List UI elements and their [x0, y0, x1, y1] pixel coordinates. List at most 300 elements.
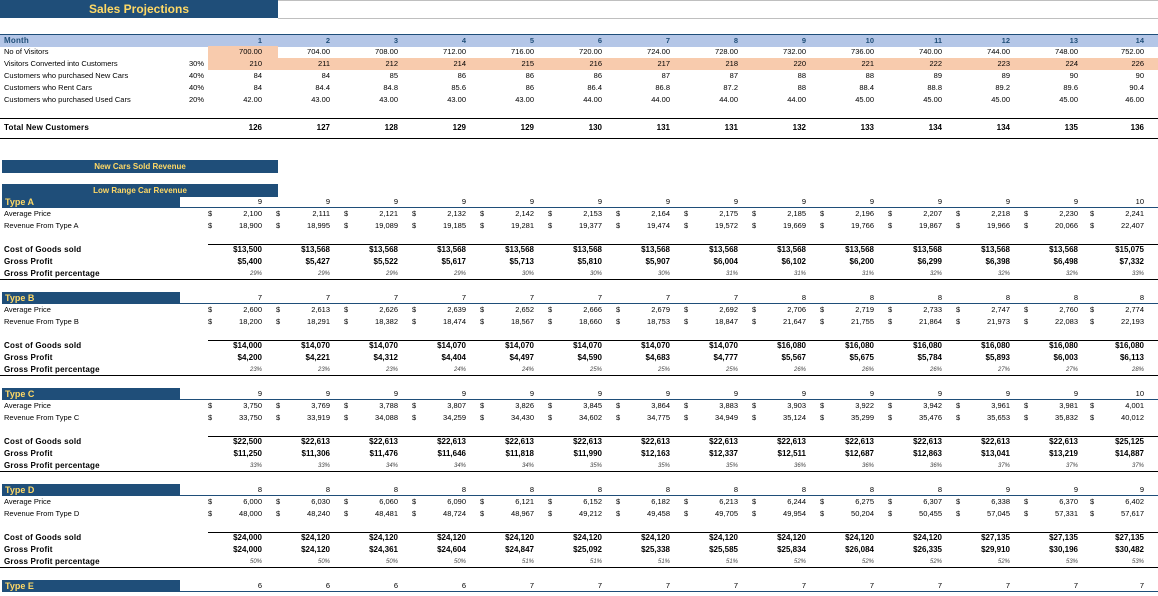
cell[interactable]: $6,398	[985, 257, 1010, 266]
cell[interactable]: 134	[928, 123, 942, 132]
cell[interactable]: 2,111	[312, 209, 330, 218]
cell[interactable]: 6,152	[583, 497, 602, 506]
cell[interactable]: 3,750	[243, 401, 262, 410]
cell[interactable]: 88	[797, 71, 806, 80]
cell[interactable]: 744.00	[987, 47, 1010, 56]
cell[interactable]: 31%	[861, 271, 874, 277]
cell[interactable]: 700.00	[239, 47, 262, 56]
cell[interactable]: $24,120	[437, 533, 466, 542]
cell[interactable]: 19,089	[375, 221, 398, 230]
cell[interactable]: 2,666	[583, 305, 602, 314]
cell[interactable]: $6,299	[917, 257, 942, 266]
cell[interactable]: 19,281	[511, 221, 534, 230]
cell[interactable]: 19,377	[579, 221, 602, 230]
cell[interactable]: $4,221	[305, 353, 330, 362]
cell[interactable]: 36%	[929, 463, 942, 469]
cell[interactable]: 129	[452, 123, 466, 132]
cell[interactable]: 9	[529, 389, 534, 398]
cell[interactable]: $22,613	[369, 437, 398, 446]
cell[interactable]: 6	[597, 36, 602, 45]
cell[interactable]: 57,045	[987, 509, 1010, 518]
cell[interactable]: 10	[865, 36, 874, 45]
cell[interactable]: 740.00	[919, 47, 942, 56]
cell[interactable]: 86.4	[587, 83, 602, 92]
cell[interactable]: 9	[1073, 389, 1078, 398]
cell[interactable]: 224	[1065, 59, 1078, 68]
cell[interactable]: 45.00	[1059, 95, 1078, 104]
cell[interactable]: 2,218	[991, 209, 1010, 218]
cell[interactable]: 127	[316, 123, 330, 132]
cell[interactable]: 6,182	[651, 497, 670, 506]
cell[interactable]: 220	[793, 59, 806, 68]
cell[interactable]: $16,080	[981, 341, 1010, 350]
cell[interactable]: 9	[597, 389, 602, 398]
cell[interactable]: 216	[589, 59, 602, 68]
cell[interactable]: 6	[461, 581, 466, 590]
cell[interactable]: 2,121	[379, 209, 398, 218]
cell[interactable]: 48,967	[511, 509, 534, 518]
cell[interactable]: 211	[318, 59, 330, 68]
cell[interactable]: 221	[861, 59, 874, 68]
cell[interactable]: $4,590	[577, 353, 602, 362]
cell[interactable]: 217	[657, 59, 670, 68]
cell[interactable]: 2,733	[923, 305, 942, 314]
cell[interactable]: $12,687	[845, 449, 874, 458]
cell[interactable]: 50,204	[851, 509, 874, 518]
cell[interactable]: 44.00	[719, 95, 738, 104]
cell[interactable]: 86.8	[655, 83, 670, 92]
cell[interactable]: 90	[1135, 71, 1144, 80]
cell[interactable]: 3,981	[1059, 401, 1078, 410]
cell[interactable]: $11,818	[505, 449, 534, 458]
cell[interactable]: 7	[869, 581, 874, 590]
cell[interactable]: 35,832	[1055, 413, 1078, 422]
cell[interactable]: $22,613	[437, 437, 466, 446]
cell[interactable]: 46.00	[1125, 95, 1144, 104]
cell[interactable]: 53%	[1131, 559, 1144, 565]
cell[interactable]: 7	[597, 581, 602, 590]
cell[interactable]: 33,919	[307, 413, 330, 422]
cell[interactable]: $11,476	[369, 449, 398, 458]
cell[interactable]: 8	[801, 293, 806, 302]
cell[interactable]: 32%	[929, 271, 942, 277]
cell[interactable]: $14,070	[641, 341, 670, 350]
cell[interactable]: 37%	[1131, 463, 1144, 469]
cell[interactable]: 3	[393, 36, 398, 45]
cell[interactable]: 736.00	[851, 47, 874, 56]
cell[interactable]: 34,430	[511, 413, 534, 422]
percent-assumption[interactable]: 40%	[188, 83, 204, 92]
cell[interactable]: 18,291	[307, 317, 330, 326]
cell[interactable]: 24%	[453, 367, 466, 373]
cell[interactable]: $26,335	[913, 545, 942, 554]
cell[interactable]: 8	[597, 485, 602, 494]
cell[interactable]: 86	[457, 71, 466, 80]
cell[interactable]: 2,613	[311, 305, 330, 314]
cell[interactable]: $13,568	[913, 245, 942, 254]
cell[interactable]: $12,511	[777, 449, 806, 458]
cell[interactable]: 25%	[589, 367, 602, 373]
cell[interactable]: 126	[248, 123, 262, 132]
cell[interactable]: 223	[997, 59, 1010, 68]
cell[interactable]: 724.00	[647, 47, 670, 56]
cell[interactable]: $22,613	[301, 437, 330, 446]
cell[interactable]: 7	[597, 293, 602, 302]
cell[interactable]: $16,080	[1115, 341, 1144, 350]
cell[interactable]: 90.4	[1129, 83, 1144, 92]
cell[interactable]: 8	[1005, 293, 1010, 302]
cell[interactable]: $24,120	[777, 533, 806, 542]
cell[interactable]: 89	[933, 71, 942, 80]
cell[interactable]: 6,060	[379, 497, 398, 506]
cell[interactable]: 226	[1131, 59, 1144, 68]
cell[interactable]: 7	[529, 293, 534, 302]
cell[interactable]: 6,307	[923, 497, 942, 506]
cell[interactable]: $24,000	[233, 545, 262, 554]
cell[interactable]: 84.4	[315, 83, 330, 92]
cell[interactable]: 6,090	[447, 497, 466, 506]
cell[interactable]: 720.00	[579, 47, 602, 56]
cell[interactable]: 2,175	[719, 209, 738, 218]
cell[interactable]: $5,784	[917, 353, 942, 362]
cell[interactable]: $14,000	[233, 341, 262, 350]
cell[interactable]: $6,003	[1053, 353, 1078, 362]
cell[interactable]: 57,331	[1055, 509, 1078, 518]
cell[interactable]: 3,826	[515, 401, 534, 410]
cell[interactable]: $13,568	[369, 245, 398, 254]
cell[interactable]: 36%	[861, 463, 874, 469]
cell[interactable]: 6,213	[719, 497, 738, 506]
cell[interactable]: 51%	[657, 559, 670, 565]
cell[interactable]: $6,004	[713, 257, 738, 266]
cell[interactable]: 2,719	[855, 305, 874, 314]
cell[interactable]: 52%	[861, 559, 874, 565]
cell[interactable]: 18,660	[579, 317, 602, 326]
cell[interactable]: $13,568	[709, 245, 738, 254]
cell[interactable]: 35%	[589, 463, 602, 469]
cell[interactable]: 26%	[793, 367, 806, 373]
cell[interactable]: 31%	[725, 271, 738, 277]
cell[interactable]: 752.00	[1121, 47, 1144, 56]
cell[interactable]: 9	[325, 197, 330, 206]
cell[interactable]: 49,705	[715, 509, 738, 518]
cell[interactable]: 21,973	[987, 317, 1010, 326]
cell[interactable]: 86	[525, 83, 534, 92]
cell[interactable]: 51%	[521, 559, 534, 565]
cell[interactable]: 2,142	[515, 209, 534, 218]
cell[interactable]: 35%	[657, 463, 670, 469]
cell[interactable]: 36%	[793, 463, 806, 469]
cell[interactable]: 29%	[453, 271, 466, 277]
cell[interactable]: $24,120	[913, 533, 942, 542]
cell[interactable]: 2,185	[787, 209, 806, 218]
cell[interactable]: $5,713	[509, 257, 534, 266]
cell[interactable]: 6,275	[855, 497, 874, 506]
cell[interactable]: 11	[934, 36, 942, 45]
cell[interactable]: 9	[801, 197, 806, 206]
cell[interactable]: 52%	[929, 559, 942, 565]
cell[interactable]: 9	[597, 197, 602, 206]
cell[interactable]: $4,777	[713, 353, 738, 362]
cell[interactable]: $24,000	[233, 533, 262, 542]
cell[interactable]: 9	[1073, 485, 1078, 494]
cell[interactable]: 50%	[317, 559, 330, 565]
cell[interactable]: 20,066	[1055, 221, 1078, 230]
cell[interactable]: 8	[257, 485, 262, 494]
cell[interactable]: 50%	[385, 559, 398, 565]
cell[interactable]: 214	[453, 59, 466, 68]
cell[interactable]: 130	[588, 123, 602, 132]
cell[interactable]: 22,083	[1055, 317, 1078, 326]
cell[interactable]: 37%	[997, 463, 1010, 469]
cell[interactable]: 2,692	[719, 305, 738, 314]
cell[interactable]: 50,455	[919, 509, 942, 518]
cell[interactable]: 9	[937, 197, 942, 206]
cell[interactable]: 88	[797, 83, 806, 92]
cell[interactable]: 6,370	[1059, 497, 1078, 506]
cell[interactable]: 34,602	[579, 413, 602, 422]
cell[interactable]: 128	[384, 123, 398, 132]
cell[interactable]: 50%	[249, 559, 262, 565]
cell[interactable]: $13,568	[437, 245, 466, 254]
cell[interactable]: 43.00	[515, 95, 534, 104]
cell[interactable]: $14,070	[301, 341, 330, 350]
cell[interactable]: 3,961	[991, 401, 1010, 410]
cell[interactable]: 3,845	[583, 401, 602, 410]
cell[interactable]: 3,942	[923, 401, 942, 410]
cell[interactable]: 9	[1005, 197, 1010, 206]
cell[interactable]: 25%	[725, 367, 738, 373]
cell[interactable]: 18,567	[511, 317, 534, 326]
cell[interactable]: 34%	[521, 463, 534, 469]
cell[interactable]: 44.00	[651, 95, 670, 104]
cell[interactable]: 22,193	[1121, 317, 1144, 326]
cell[interactable]: 32%	[997, 271, 1010, 277]
cell[interactable]: 2,774	[1125, 305, 1144, 314]
cell[interactable]: 89.2	[995, 83, 1010, 92]
cell[interactable]: 133	[860, 123, 874, 132]
percent-assumption[interactable]: 40%	[188, 71, 204, 80]
cell[interactable]: 43.00	[311, 95, 330, 104]
cell[interactable]: 57,617	[1121, 509, 1144, 518]
cell[interactable]: $13,568	[981, 245, 1010, 254]
cell[interactable]: $22,613	[573, 437, 602, 446]
cell[interactable]: 131	[656, 123, 670, 132]
cell[interactable]: 3,922	[855, 401, 874, 410]
cell[interactable]: $25,834	[777, 545, 806, 554]
cell[interactable]: 86	[525, 71, 534, 80]
cell[interactable]: $12,337	[709, 449, 738, 458]
cell[interactable]: 48,481	[375, 509, 398, 518]
cell[interactable]: 8	[665, 485, 670, 494]
cell[interactable]: 9	[1073, 197, 1078, 206]
cell[interactable]: $22,613	[845, 437, 874, 446]
cell[interactable]: 3,807	[447, 401, 466, 410]
cell[interactable]: 6,121	[515, 497, 534, 506]
cell[interactable]: 88	[865, 71, 874, 80]
cell[interactable]: 7	[665, 581, 670, 590]
cell[interactable]: $22,613	[981, 437, 1010, 446]
cell[interactable]: 6	[325, 581, 330, 590]
cell[interactable]: 8	[529, 485, 534, 494]
cell[interactable]: 88.8	[927, 83, 942, 92]
cell[interactable]: 44.00	[583, 95, 602, 104]
cell[interactable]: $5,675	[849, 353, 874, 362]
cell[interactable]: 8	[801, 485, 806, 494]
cell[interactable]: 2,100	[243, 209, 262, 218]
cell[interactable]: 23%	[317, 367, 330, 373]
cell[interactable]: $4,312	[373, 353, 398, 362]
cell[interactable]: 2,164	[651, 209, 670, 218]
cell[interactable]: 23%	[249, 367, 262, 373]
cell[interactable]: 18,474	[443, 317, 466, 326]
cell[interactable]: 9	[937, 389, 942, 398]
cell[interactable]: 708.00	[375, 47, 398, 56]
cell[interactable]: 27%	[997, 367, 1010, 373]
cell[interactable]: 9	[1005, 389, 1010, 398]
cell[interactable]: 9	[1005, 485, 1010, 494]
cell[interactable]: $7,332	[1119, 257, 1144, 266]
cell[interactable]: 32%	[1065, 271, 1078, 277]
cell[interactable]: 52%	[997, 559, 1010, 565]
cell[interactable]: $24,361	[369, 545, 398, 554]
cell[interactable]: $4,200	[237, 353, 262, 362]
cell[interactable]: $24,120	[641, 533, 670, 542]
cell[interactable]: 24%	[521, 367, 534, 373]
cell[interactable]: $5,567	[781, 353, 806, 362]
cell[interactable]: 6	[257, 581, 262, 590]
cell[interactable]: 7	[257, 293, 262, 302]
cell[interactable]: 2	[325, 36, 330, 45]
cell[interactable]: 34,949	[715, 413, 738, 422]
cell[interactable]: 7	[1005, 581, 1010, 590]
cell[interactable]: 35,476	[919, 413, 942, 422]
cell[interactable]: 42.00	[243, 95, 262, 104]
cell[interactable]: 19,474	[647, 221, 670, 230]
cell[interactable]: 732.00	[783, 47, 806, 56]
cell[interactable]: $4,683	[645, 353, 670, 362]
cell[interactable]: 89	[1001, 71, 1010, 80]
cell[interactable]: $14,070	[573, 341, 602, 350]
cell[interactable]: 212	[385, 59, 398, 68]
cell[interactable]: $25,125	[1115, 437, 1144, 446]
cell[interactable]: 2,207	[923, 209, 942, 218]
cell[interactable]: 704.00	[307, 47, 330, 56]
cell[interactable]: 49,212	[579, 509, 602, 518]
cell[interactable]: 222	[929, 59, 942, 68]
cell[interactable]: 23%	[385, 367, 398, 373]
cell[interactable]: 134	[996, 123, 1010, 132]
cell[interactable]: 87.2	[723, 83, 738, 92]
cell[interactable]: 8	[393, 485, 398, 494]
cell[interactable]: 6,244	[787, 497, 806, 506]
cell[interactable]: 8	[325, 485, 330, 494]
cell[interactable]: 25%	[657, 367, 670, 373]
cell[interactable]: 31%	[793, 271, 806, 277]
cell[interactable]: 48,000	[239, 509, 262, 518]
cell[interactable]: 9	[461, 389, 466, 398]
cell[interactable]: 1	[257, 36, 262, 45]
cell[interactable]: $13,568	[573, 245, 602, 254]
cell[interactable]: 7	[529, 581, 534, 590]
cell[interactable]: $5,617	[441, 257, 466, 266]
cell[interactable]: 7	[665, 36, 670, 45]
cell[interactable]: 14	[1135, 36, 1144, 45]
cell[interactable]: 7	[801, 581, 806, 590]
cell[interactable]: 2,760	[1059, 305, 1078, 314]
cell[interactable]: 215	[521, 59, 534, 68]
cell[interactable]: 7	[733, 293, 738, 302]
cell[interactable]: 4,001	[1125, 401, 1144, 410]
cell[interactable]: $5,893	[985, 353, 1010, 362]
cell[interactable]: $22,613	[709, 437, 738, 446]
cell[interactable]: $11,990	[573, 449, 602, 458]
cell[interactable]: 35,653	[987, 413, 1010, 422]
cell[interactable]: 9	[869, 389, 874, 398]
cell[interactable]: 18,995	[307, 221, 330, 230]
cell[interactable]: 35,299	[851, 413, 874, 422]
cell[interactable]: 85	[389, 71, 398, 80]
cell[interactable]: 30%	[521, 271, 534, 277]
cell[interactable]: $13,568	[505, 245, 534, 254]
cell[interactable]: 33,750	[239, 413, 262, 422]
cell[interactable]: 86	[593, 71, 602, 80]
cell[interactable]: 728.00	[715, 47, 738, 56]
cell[interactable]: 7	[325, 293, 330, 302]
cell[interactable]: 2,652	[515, 305, 534, 314]
cell[interactable]: $11,646	[437, 449, 466, 458]
cell[interactable]: 33%	[1131, 271, 1144, 277]
cell[interactable]: $5,427	[305, 257, 330, 266]
cell[interactable]: 89.6	[1063, 83, 1078, 92]
cell[interactable]: $24,604	[437, 545, 466, 554]
cell[interactable]: $13,568	[1049, 245, 1078, 254]
cell[interactable]: $26,084	[845, 545, 874, 554]
cell[interactable]: 87	[729, 71, 738, 80]
cell[interactable]: 9	[461, 197, 466, 206]
cell[interactable]: 2,230	[1059, 209, 1078, 218]
cell[interactable]: 22,407	[1121, 221, 1144, 230]
cell[interactable]: 716.00	[511, 47, 534, 56]
cell[interactable]: 3,903	[787, 401, 806, 410]
cell[interactable]: 19,867	[919, 221, 942, 230]
cell[interactable]: 21,864	[919, 317, 942, 326]
cell[interactable]: 18,382	[375, 317, 398, 326]
cell[interactable]: 131	[724, 123, 738, 132]
cell[interactable]: 2,132	[447, 209, 466, 218]
cell[interactable]: 85.6	[451, 83, 466, 92]
cell[interactable]: 50%	[453, 559, 466, 565]
cell[interactable]: $25,585	[709, 545, 738, 554]
cell[interactable]: 3,769	[311, 401, 330, 410]
cell[interactable]: 37%	[1065, 463, 1078, 469]
cell[interactable]: 84	[253, 71, 262, 80]
cell[interactable]: 34,259	[443, 413, 466, 422]
cell[interactable]: 9	[665, 389, 670, 398]
cell[interactable]: $16,080	[845, 341, 874, 350]
cell[interactable]: 84.8	[383, 83, 398, 92]
cell[interactable]: 45.00	[991, 95, 1010, 104]
cell[interactable]: 9	[665, 197, 670, 206]
cell[interactable]: 7	[665, 293, 670, 302]
cell[interactable]: $4,404	[441, 353, 466, 362]
cell[interactable]: 8	[733, 485, 738, 494]
cell[interactable]: $22,613	[913, 437, 942, 446]
cell[interactable]: $12,863	[913, 449, 942, 458]
cell[interactable]: 30%	[657, 271, 670, 277]
cell[interactable]: 48,724	[443, 509, 466, 518]
cell[interactable]: $22,613	[777, 437, 806, 446]
